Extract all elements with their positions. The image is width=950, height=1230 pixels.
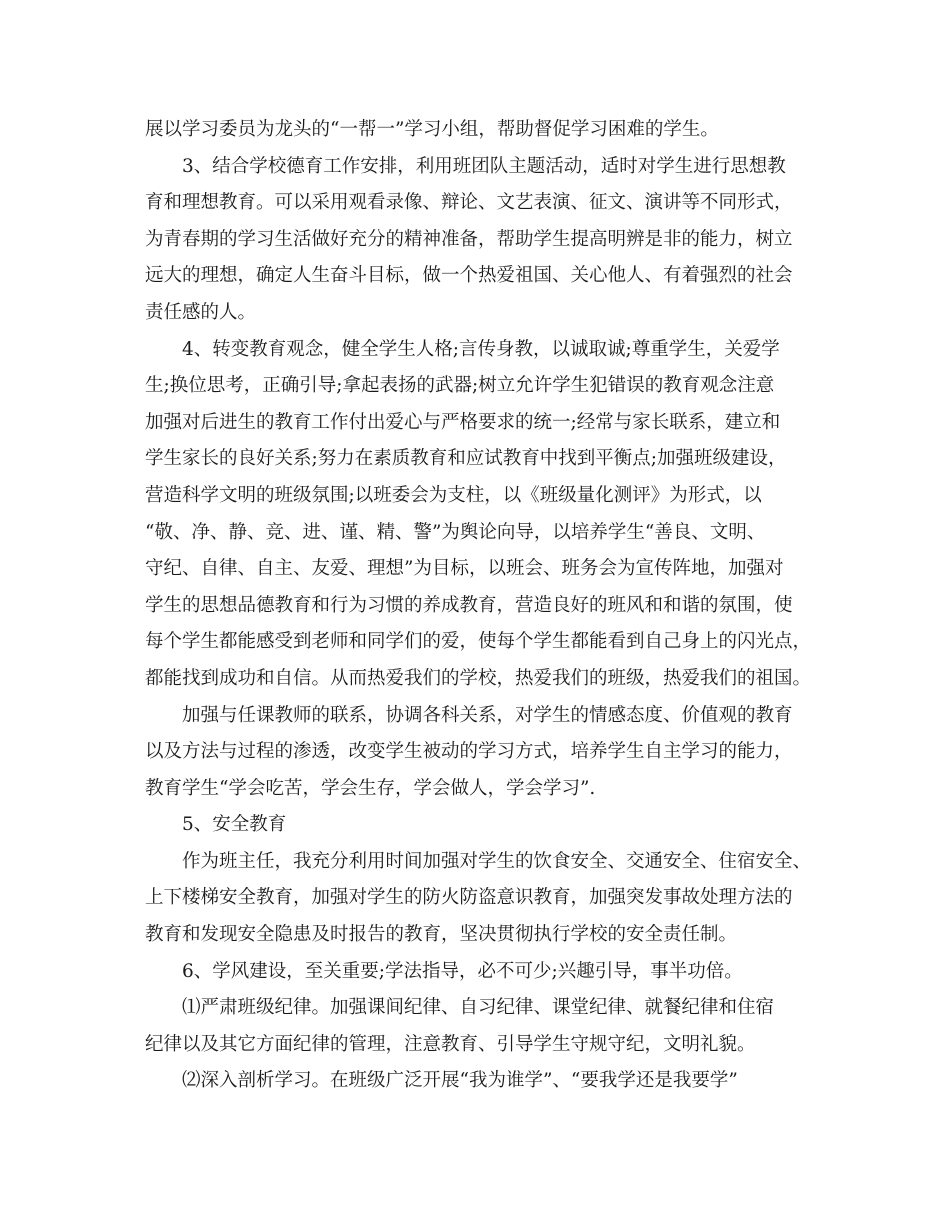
text-line: 3、结合学校德育工作安排，利用班团队主题活动，适时对学生进行思想教	[182, 155, 786, 177]
text-line: 为青春期的学习生活做好充分的精神准备，帮助学生提高明辨是非的能力，树立	[145, 228, 793, 250]
text-line: 6、学风建设，至关重要;学法指导，必不可少;兴趣引导，事半功倍。	[182, 960, 743, 982]
text-line: 加强对后进生的教育工作付出爱心与严格要求的统一;经常与家长联系，建立和	[145, 411, 781, 433]
text-line: ⑵深入剖析学习。在班级广泛开展“我为谁学”、“要我学还是我要学”	[182, 1070, 738, 1092]
text-line: 加强与任课教师的联系，协调各科关系，对学生的情感态度、价值观的教育	[182, 704, 793, 726]
text-line: 以及方法与过程的渗透，改变学生被动的学习方式，培养学生自主学习的能力，	[145, 741, 793, 763]
text-line: 纪律以及其它方面纪律的管理，注意教育、引导学生守规守纪，文明礼貌。	[145, 1033, 756, 1055]
text-line: 育和理想教育。可以采用观看录像、辩论、文艺表演、征文、演讲等不同形式，	[145, 192, 793, 214]
text-line: 生;换位思考，正确引导;拿起表扬的武器;树立允许学生犯错误的教育观念注意	[145, 375, 775, 397]
text-line: 都能找到成功和自信。从而热爱我们的学校，热爱我们的班级，热爱我们的祖国。	[145, 667, 812, 689]
text-line: 远大的理想，确定人生奋斗目标，做一个热爱祖国、关心他人、有着强烈的社会	[145, 265, 793, 287]
text-line: 5、安全教育	[182, 814, 287, 836]
text-line: 学生家长的良好关系;努力在素质教育和应试教育中找到平衡点;加强班级建设，	[145, 448, 787, 470]
text-line: 营造科学文明的班级氛围;以班委会为支柱，以《班级量化测评》为形式，以	[145, 484, 762, 506]
text-line: 教育学生“学会吃苦，学会生存，学会做人，学会学习”.	[145, 777, 596, 799]
text-line: 教育和发现安全隐患及时报告的教育，坚决贯彻执行学校的安全责任制。	[145, 924, 738, 946]
text-line: 上下楼梯安全教育，加强对学生的防火防盗意识教育，加强突发事故处理方法的	[145, 887, 793, 909]
text-line: 展以学习委员为龙头的“一帮一”学习小组，帮助督促学习困难的学生。	[145, 119, 719, 140]
text-line: 4、转变教育观念，健全学生人格;言传身教，以诚取诚;尊重学生，关爱学	[182, 338, 780, 360]
text-line: ⑴严肃班级纪律。加强课间纪律、自习纪律、课堂纪律、就餐纪律和住宿	[182, 997, 775, 1019]
text-line: 守纪、自律、自主、友爱、理想”为目标，以班会、班务会为宣传阵地，加强对	[145, 558, 784, 580]
text-line: 责任感的人。	[145, 301, 257, 323]
text-line: 作为班主任，我充分利用时间加强对学生的饮食安全、交通安全、住宿安全、	[182, 850, 812, 872]
text-line: 每个学生都能感受到老师和同学们的爱，使每个学生都能看到自己身上的闪光点，	[145, 631, 812, 653]
text-line: “敬、净、静、竞、进、谨、精、警”为舆论向导，以培养学生“善良、文明、	[145, 521, 766, 543]
body-text	[145, 112, 815, 1100]
text-line: 学生的思想品德教育和行为习惯的养成教育，营造良好的班风和和谐的氛围，使	[145, 594, 793, 616]
